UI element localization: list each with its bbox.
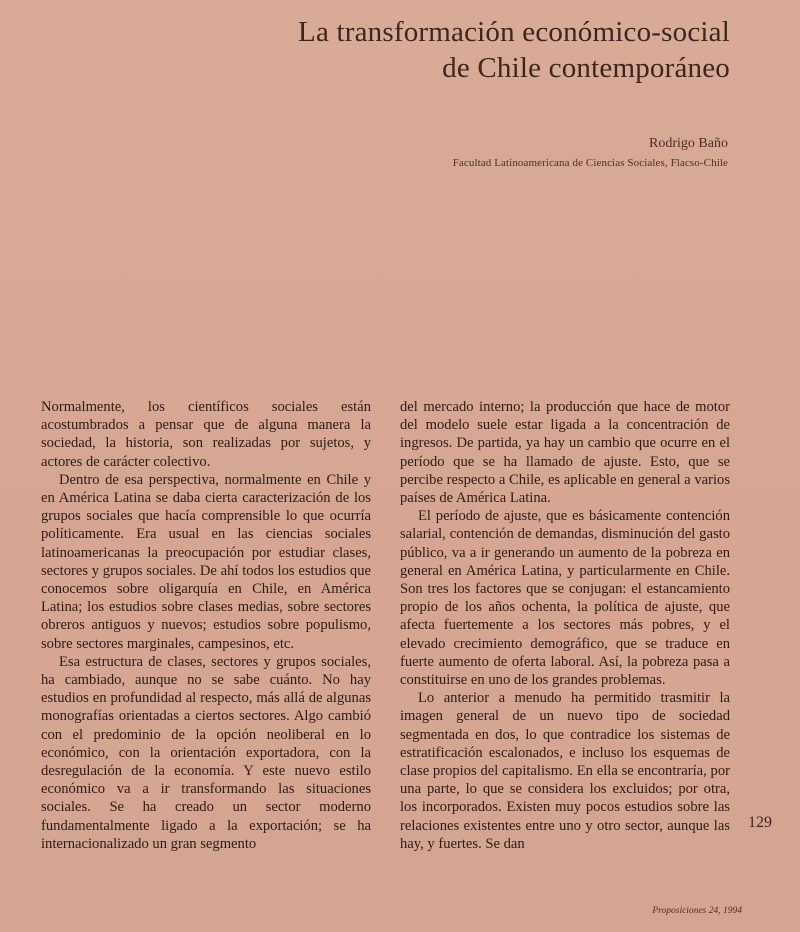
journal-footer: Proposiciones 24, 1994 xyxy=(652,906,742,916)
paragraph: Dentro de esa perspectiva, normalmente en Chile y en América Latina se daba cierta caracterización de los grupos sociales que hacía comprensible lo que ocurría políticamente. Era usual en las ciencias sociales latinoamericanas la preocupación por estudiar clases, sectores y grupos sociales. De ahí todos los estudios que conocemos sobre oligarquía en Chile, en América Latina; los estudios sobre clases medias, sobre sectores obreros antiguos y nuevos; estudios sobre populismo, sobre sectores marginales, campesinos, etc. xyxy=(41,471,371,652)
paragraph: Esa estructura de clases, sectores y grupos sociales, ha cambiado, aunque no se sabe cuánto. No hay estudios en profundidad al respecto, más allá de algunas monografías orientadas a ciertos sectores. Algo cambió con el predominio de la opción neoliberal en lo económico, con la orientación exportadora, con la desregulación de la economía. Y este nuevo estilo económico va a ir transformando las situaciones sociales. Se ha creado un sector moderno fundamentalmente ligado a la exportación; se ha internacionalizado un gran segmento xyxy=(41,653,371,852)
paragraph: El período de ajuste, que es básicamente contención salarial, contención de demandas, disminución del gasto público, va a ir generando un aumento de la pobreza en general en América Latina, y particularmente en Chile. Son tres los factores que se conjugan: el estancamiento propio de los años ochenta, la política de ajuste, que afecta fuertemente a los sectores más pobres, y el elevado crecimiento demográfico, que se traduce en fuerte aumento de oferta laboral. Así, la pobreza pasa a constituirse en uno de los grandes problemas. xyxy=(400,508,730,689)
title-line-2: de Chile contemporáneo xyxy=(442,52,730,84)
page-number: 129 xyxy=(748,814,772,831)
right-column xyxy=(400,398,730,853)
paragraph: Lo anterior a menudo ha permitido trasmitir la imagen general de un nuevo tipo de sociedad segmentada en dos, lo que contradice los sistemas de estratificación escalonados, e incluso los esquemas de clase propios del capitalismo. En ella se encontraría, por una parte, lo que se considera los excluidos; por otra, los incorporados. Existen muy pocos estudios sobre las relaciones existentes entre uno y otro sector, aunque las hay, y fuertes. Se dan xyxy=(400,690,730,852)
paragraph: Normalmente, los científicos sociales están acostumbrados a pensar que de alguna manera la sociedad, la historia, son realizadas por sujetos, y actores de carácter colectivo. xyxy=(41,399,371,470)
left-column xyxy=(41,398,371,853)
title-line-1: La transformación económico-social xyxy=(298,16,730,48)
paragraph: del mercado interno; la producción que hace de motor del modelo suele estar ligada a la concentración de ingresos. De partida, ya hay un cambio que ocurre en el período que se ha llamado de ajuste. Esto, que se percibe respecto a Chile, es aplicable en general a varios países de América Latina. xyxy=(400,399,730,507)
article-title xyxy=(210,14,730,86)
author-affiliation: Facultad Latinoamericana de Ciencias Sociales, Flacso-Chile xyxy=(452,157,728,169)
author-name: Rodrigo Baño xyxy=(649,136,728,151)
